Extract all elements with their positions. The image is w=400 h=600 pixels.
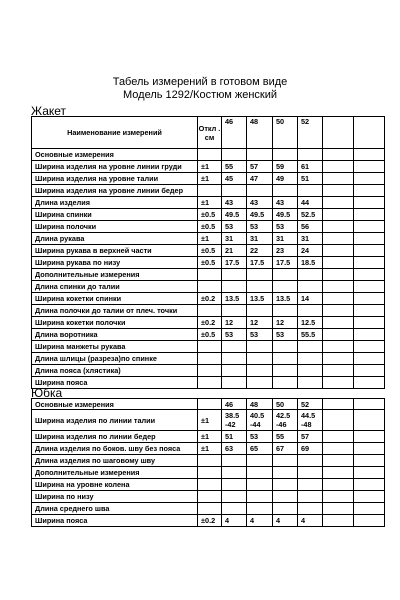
table-row: [32, 173, 385, 185]
size-value-cell: 43: [247, 197, 273, 209]
size-value-cell: [247, 269, 273, 281]
table-row: [32, 161, 385, 173]
size-value-cell: [298, 353, 323, 365]
size-value-cell: 18.5: [298, 257, 323, 269]
tolerance-cell: [198, 467, 222, 479]
tolerance-cell: [198, 455, 222, 467]
size-value-cell: [273, 149, 298, 161]
jacket-header-row: [32, 117, 385, 149]
size-value-cell: 59: [273, 161, 298, 173]
size-value-cell: [222, 305, 247, 317]
measurement-name: Ширина спинки: [32, 209, 198, 221]
size-value-cell: [247, 365, 273, 377]
size-value-cell: 4: [247, 515, 273, 527]
tolerance-cell: [198, 365, 222, 377]
empty-cell: [323, 410, 354, 431]
size-value-cell: [298, 491, 323, 503]
tolerance-cell: ±0.5: [198, 221, 222, 233]
measurement-name: Ширина пояса: [32, 515, 198, 527]
size-value-cell: 14: [298, 293, 323, 305]
empty-cell: [323, 257, 354, 269]
empty-cell: [323, 245, 354, 257]
tolerance-cell: ±1: [198, 443, 222, 455]
jacket-measurements-table: [31, 116, 385, 389]
measurement-name: Ширина полочки: [32, 221, 198, 233]
measurement-name: Ширина манжеты рукава: [32, 341, 198, 353]
table-row: [32, 443, 385, 455]
size-value-cell: 57: [298, 431, 323, 443]
tolerance-cell: ±0.5: [198, 329, 222, 341]
document-title: Табель измерений в готовом виде: [112, 76, 288, 88]
size-value-cell: 55: [222, 161, 247, 173]
size-value-cell: [222, 365, 247, 377]
size-value-cell: 4: [222, 515, 247, 527]
tolerance-cell: [198, 377, 222, 389]
empty-cell: [354, 281, 385, 293]
size-value-cell: 40.5 -44: [247, 410, 273, 431]
size-value-cell: [273, 269, 298, 281]
size-value-cell: 61: [298, 161, 323, 173]
size-value-cell: 43: [222, 197, 247, 209]
table-row: [32, 515, 385, 527]
size-value-cell: [222, 341, 247, 353]
size-value-cell: [273, 503, 298, 515]
size-value-cell: [273, 467, 298, 479]
empty-cell: [354, 377, 385, 389]
empty-cell: [323, 317, 354, 329]
table-row: [32, 353, 385, 365]
size-value-cell: [222, 149, 247, 161]
size-value-cell: [298, 269, 323, 281]
empty-cell: [323, 431, 354, 443]
measurement-name: Длина полочки до талии от плеч. точки: [32, 305, 198, 317]
size-value-cell: [247, 341, 273, 353]
table-row: [32, 365, 385, 377]
tolerance-cell: ±1: [198, 197, 222, 209]
size-value-cell: [222, 269, 247, 281]
empty-cell: [354, 317, 385, 329]
size-value-cell: [247, 281, 273, 293]
empty-cell: [323, 293, 354, 305]
empty-cell: [354, 491, 385, 503]
table-row: [32, 455, 385, 467]
empty-cell: [323, 149, 354, 161]
empty-cell: [354, 269, 385, 281]
empty-cell: [323, 233, 354, 245]
table-row: [32, 479, 385, 491]
size-value-cell: 12.5: [298, 317, 323, 329]
size-value-cell: [247, 479, 273, 491]
empty-cell: [354, 221, 385, 233]
size-value-cell: [273, 185, 298, 197]
empty-cell: [323, 365, 354, 377]
tolerance-cell: [198, 281, 222, 293]
size-value-cell: [247, 491, 273, 503]
measurement-name: Ширина рукава в верхней части: [32, 245, 198, 257]
header-size-52: 52: [298, 117, 323, 149]
measurement-name: Длина спинки до талии: [32, 281, 198, 293]
size-value-cell: 24: [298, 245, 323, 257]
size-value-cell: 53: [273, 221, 298, 233]
size-value-cell: 12: [273, 317, 298, 329]
size-value-cell: 65: [247, 443, 273, 455]
size-value-cell: 57: [247, 161, 273, 173]
size-value-cell: [298, 341, 323, 353]
tolerance-cell: ±0.5: [198, 209, 222, 221]
table-row: [32, 341, 385, 353]
empty-cell: [323, 281, 354, 293]
size-value-cell: [273, 479, 298, 491]
tolerance-cell: ±1: [198, 431, 222, 443]
size-value-cell: [298, 479, 323, 491]
size-value-cell: 31: [247, 233, 273, 245]
size-value-cell: [273, 365, 298, 377]
tolerance-cell: [198, 491, 222, 503]
empty-cell: [323, 185, 354, 197]
size-value-cell: [247, 353, 273, 365]
size-value-cell: [247, 377, 273, 389]
empty-cell: [323, 209, 354, 221]
size-value-cell: [222, 281, 247, 293]
tolerance-cell: ±0.2: [198, 293, 222, 305]
size-value-cell: [298, 365, 323, 377]
size-value-cell: 50: [273, 399, 298, 410]
size-value-cell: [247, 305, 273, 317]
empty-cell: [354, 173, 385, 185]
size-value-cell: [222, 377, 247, 389]
empty-cell: [354, 431, 385, 443]
table-row: [32, 431, 385, 443]
table-row: [32, 257, 385, 269]
size-value-cell: 17.5: [273, 257, 298, 269]
empty-cell: [354, 117, 385, 149]
empty-cell: [354, 503, 385, 515]
table-row: [32, 245, 385, 257]
measurement-name: Дополнительные измерения: [32, 269, 198, 281]
size-value-cell: 43: [273, 197, 298, 209]
empty-cell: [323, 173, 354, 185]
size-value-cell: [247, 467, 273, 479]
table-row: [32, 503, 385, 515]
size-value-cell: 48: [247, 399, 273, 410]
size-value-cell: 56: [298, 221, 323, 233]
jacket-section-label: Жакет: [31, 104, 67, 118]
empty-cell: [354, 515, 385, 527]
document-subtitle: Модель 1292/Костюм женский: [122, 89, 278, 101]
size-value-cell: 21: [222, 245, 247, 257]
size-value-cell: 51: [298, 173, 323, 185]
size-value-cell: 69: [298, 443, 323, 455]
measurement-name: Ширина изделия на уровне линии груди: [32, 161, 198, 173]
tolerance-cell: [198, 399, 222, 410]
header-size-46: 46: [222, 117, 247, 149]
size-value-cell: [273, 341, 298, 353]
size-value-cell: 53: [247, 221, 273, 233]
measurement-name: Ширина на уровне колена: [32, 479, 198, 491]
header-size-50: 50: [273, 117, 298, 149]
measurement-name: Основные измерения: [32, 149, 198, 161]
measurement-name: Длина изделия по шаговому шву: [32, 455, 198, 467]
empty-cell: [354, 149, 385, 161]
size-value-cell: 51: [222, 431, 247, 443]
table-row: [32, 197, 385, 209]
empty-cell: [323, 221, 354, 233]
measurement-name: Длина изделия: [32, 197, 198, 209]
table-row: [32, 305, 385, 317]
size-value-cell: [298, 455, 323, 467]
tolerance-cell: [198, 149, 222, 161]
size-value-cell: [222, 353, 247, 365]
size-value-cell: 47: [247, 173, 273, 185]
measurement-name: Ширина рукава по низу: [32, 257, 198, 269]
size-value-cell: [247, 185, 273, 197]
measurement-name: Длина воротника: [32, 329, 198, 341]
size-value-cell: 23: [273, 245, 298, 257]
tolerance-cell: [198, 479, 222, 491]
size-value-cell: 4: [298, 515, 323, 527]
table-row: [32, 467, 385, 479]
size-value-cell: 12: [222, 317, 247, 329]
table-row: [32, 377, 385, 389]
empty-cell: [323, 515, 354, 527]
measurement-name: Длина пояса (хлястика): [32, 365, 198, 377]
size-value-cell: 4: [273, 515, 298, 527]
empty-cell: [323, 455, 354, 467]
measurement-name: Длина изделия по боков. шву без пояса: [32, 443, 198, 455]
size-value-cell: 49: [273, 173, 298, 185]
size-value-cell: 17.5: [247, 257, 273, 269]
table-row: [32, 149, 385, 161]
empty-cell: [323, 399, 354, 410]
empty-cell: [354, 455, 385, 467]
table-row: [32, 317, 385, 329]
skirt-measurements-table: [31, 398, 385, 527]
measurement-name: Дополнительные измерения: [32, 467, 198, 479]
size-value-cell: [222, 479, 247, 491]
measurement-name: Длина рукава: [32, 233, 198, 245]
empty-cell: [354, 479, 385, 491]
size-value-cell: [222, 455, 247, 467]
size-value-cell: [247, 503, 273, 515]
size-value-cell: 38.5 -42: [222, 410, 247, 431]
empty-cell: [354, 197, 385, 209]
size-value-cell: [298, 305, 323, 317]
empty-cell: [354, 185, 385, 197]
empty-cell: [354, 257, 385, 269]
empty-cell: [323, 503, 354, 515]
measurement-name: Основные измерения: [32, 399, 198, 410]
empty-cell: [323, 341, 354, 353]
size-value-cell: 53: [273, 329, 298, 341]
size-value-cell: 13.5: [273, 293, 298, 305]
tolerance-cell: [198, 305, 222, 317]
empty-cell: [323, 329, 354, 341]
measurement-name: Ширина по низу: [32, 491, 198, 503]
empty-cell: [323, 467, 354, 479]
size-value-cell: 42.5 -46: [273, 410, 298, 431]
empty-cell: [323, 479, 354, 491]
empty-cell: [354, 329, 385, 341]
empty-cell: [354, 161, 385, 173]
measurement-name: Ширина кокетки спинки: [32, 293, 198, 305]
empty-cell: [354, 443, 385, 455]
size-value-cell: [273, 281, 298, 293]
tolerance-cell: ±1: [198, 161, 222, 173]
empty-cell: [354, 209, 385, 221]
empty-cell: [354, 467, 385, 479]
empty-cell: [323, 377, 354, 389]
measurement-name: Ширина изделия по линии бедер: [32, 431, 198, 443]
tolerance-cell: ±1: [198, 233, 222, 245]
size-value-cell: 49.5: [273, 209, 298, 221]
measurement-name: Длина шлицы (разреза)по спинке: [32, 353, 198, 365]
tolerance-cell: [198, 185, 222, 197]
table-row: [32, 269, 385, 281]
empty-cell: [323, 353, 354, 365]
tolerance-cell: ±0.5: [198, 257, 222, 269]
empty-cell: [323, 305, 354, 317]
size-value-cell: [273, 353, 298, 365]
size-value-cell: 31: [298, 233, 323, 245]
size-value-cell: 46: [222, 399, 247, 410]
size-value-cell: [298, 281, 323, 293]
size-value-cell: 55: [273, 431, 298, 443]
size-value-cell: 49.5: [247, 209, 273, 221]
empty-cell: [354, 245, 385, 257]
size-value-cell: 44.5 -48: [298, 410, 323, 431]
size-value-cell: 31: [273, 233, 298, 245]
tolerance-cell: ±0.5: [198, 245, 222, 257]
size-value-cell: 13.5: [222, 293, 247, 305]
size-value-cell: [298, 377, 323, 389]
size-value-cell: 12: [247, 317, 273, 329]
empty-cell: [323, 491, 354, 503]
measurement-name: Ширина кокетки полочки: [32, 317, 198, 329]
size-value-cell: 53: [247, 431, 273, 443]
tolerance-cell: [198, 353, 222, 365]
size-value-cell: 49.5: [222, 209, 247, 221]
size-value-cell: 44: [298, 197, 323, 209]
table-row: [32, 491, 385, 503]
size-value-cell: [247, 149, 273, 161]
size-value-cell: 52: [298, 399, 323, 410]
size-value-cell: [222, 503, 247, 515]
size-value-cell: [247, 455, 273, 467]
header-size-48: 48: [247, 117, 273, 149]
header-tolerance: Откл . см: [198, 117, 222, 149]
measurement-name: Ширина изделия по линии талии: [32, 410, 198, 431]
size-value-cell: [222, 185, 247, 197]
size-value-cell: [273, 455, 298, 467]
size-value-cell: [273, 377, 298, 389]
header-name: Наименование измерений: [32, 117, 198, 149]
empty-cell: [323, 443, 354, 455]
empty-cell: [323, 197, 354, 209]
empty-cell: [323, 269, 354, 281]
table-row: [32, 399, 385, 410]
tolerance-cell: ±0.2: [198, 515, 222, 527]
measurement-name: Ширина изделия на уровне линии бедер: [32, 185, 198, 197]
table-row: [32, 185, 385, 197]
size-value-cell: 53: [222, 221, 247, 233]
table-row: [32, 221, 385, 233]
measurement-name: Длина среднего шва: [32, 503, 198, 515]
skirt-section-label: Юбка: [31, 386, 63, 400]
size-value-cell: 53: [247, 329, 273, 341]
table-row: [32, 293, 385, 305]
empty-cell: [323, 117, 354, 149]
table-row: [32, 281, 385, 293]
size-value-cell: 22: [247, 245, 273, 257]
empty-cell: [354, 365, 385, 377]
empty-cell: [354, 293, 385, 305]
table-row: [32, 329, 385, 341]
measurement-name: Ширина изделия на уровне талии: [32, 173, 198, 185]
size-value-cell: 45: [222, 173, 247, 185]
size-value-cell: [298, 185, 323, 197]
tolerance-cell: ±1: [198, 173, 222, 185]
size-value-cell: 13.5: [247, 293, 273, 305]
size-value-cell: [298, 503, 323, 515]
size-value-cell: [222, 491, 247, 503]
size-value-cell: 17.5: [222, 257, 247, 269]
size-value-cell: 55.5: [298, 329, 323, 341]
tolerance-cell: ±1: [198, 410, 222, 431]
empty-cell: [354, 233, 385, 245]
size-value-cell: 31: [222, 233, 247, 245]
table-row: [32, 233, 385, 245]
tolerance-cell: [198, 503, 222, 515]
size-value-cell: 53: [222, 329, 247, 341]
empty-cell: [354, 353, 385, 365]
empty-cell: [354, 305, 385, 317]
measurement-name: Ширина пояса: [32, 377, 198, 389]
size-value-cell: [273, 305, 298, 317]
size-value-cell: 52.5: [298, 209, 323, 221]
table-row: [32, 410, 385, 431]
size-value-cell: [298, 149, 323, 161]
empty-cell: [354, 399, 385, 410]
tolerance-cell: ±0.2: [198, 317, 222, 329]
size-value-cell: [273, 491, 298, 503]
tolerance-cell: [198, 341, 222, 353]
empty-cell: [354, 410, 385, 431]
size-value-cell: [222, 467, 247, 479]
empty-cell: [354, 341, 385, 353]
size-value-cell: 67: [273, 443, 298, 455]
size-value-cell: 63: [222, 443, 247, 455]
table-row: [32, 209, 385, 221]
size-value-cell: [298, 467, 323, 479]
tolerance-cell: [198, 269, 222, 281]
empty-cell: [323, 161, 354, 173]
